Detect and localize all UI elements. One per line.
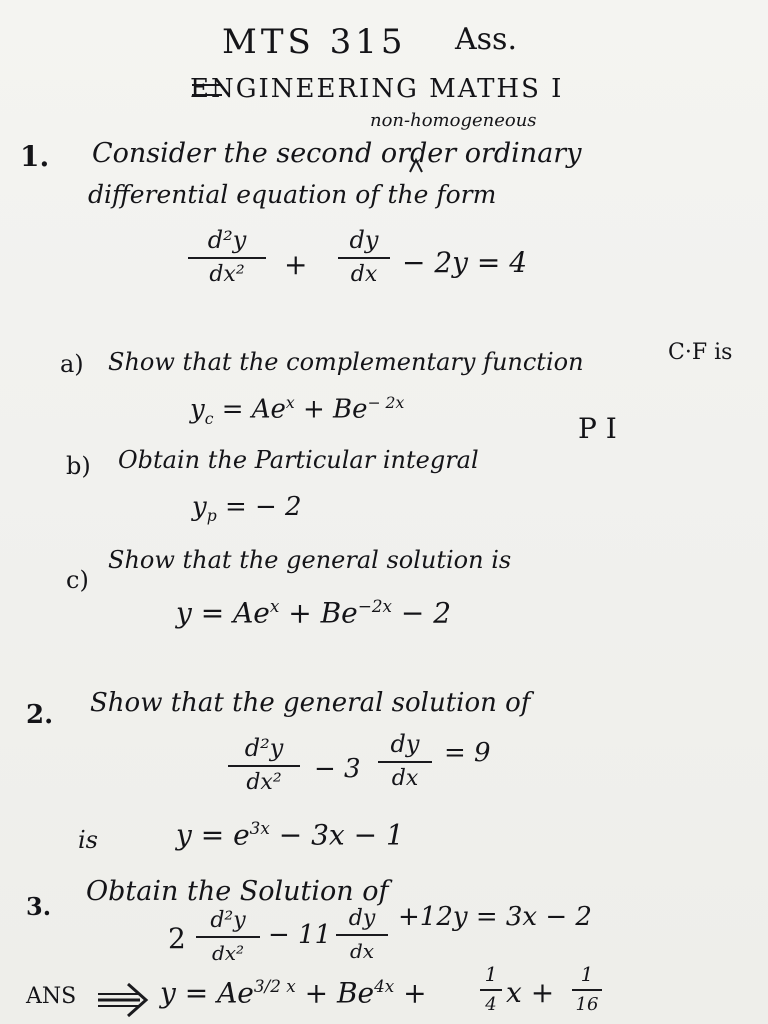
q1b-formula-sub: p (206, 507, 217, 526)
q3-ans-mid2: + (394, 976, 427, 1010)
fraction-bar (228, 765, 300, 767)
q2-solution-left: y = e (176, 818, 250, 852)
q1c-formula-sup2: −2x (357, 596, 392, 616)
q1c-text: Show that the general solution is (108, 546, 512, 574)
q1a-formula (190, 394, 404, 428)
q3-frac1-num: d²y (210, 908, 246, 933)
q2-eq-mid: − 3 (314, 754, 361, 784)
q1-frac-dy-dx (338, 226, 390, 287)
q3-eq-rest: +12y = 3x − 2 (398, 902, 592, 932)
q2-frac1-den: dx² (246, 770, 282, 795)
q1c-formula-left: y = Ae (176, 596, 270, 630)
fraction-bar (378, 761, 432, 763)
ass-label: Ass. (455, 22, 517, 57)
fraction-bar (188, 257, 266, 259)
q3-ans-frac1-den: 4 (485, 994, 497, 1015)
q1b-text: Obtain the Particular integral (118, 446, 479, 474)
q2-frac2-den: dx (391, 766, 419, 791)
q1b-formula-rest: = − 2 (216, 492, 302, 522)
q2-solution-sup: 3x (249, 818, 270, 838)
q3-ans-frac2-den: 16 (575, 994, 599, 1015)
fraction-bar (338, 257, 390, 259)
q2-frac-dy-dx (378, 730, 432, 791)
q2-is-word: is (78, 826, 98, 854)
q1a-formula-mid2: + Be (294, 394, 368, 425)
q1a-formula-sup1: x (285, 394, 295, 412)
q3-text: Obtain the Solution of (86, 876, 389, 907)
fraction-bar (572, 989, 602, 991)
q3-ans-label: ANS (26, 984, 77, 1009)
q1-frac1-num: d²y (207, 226, 247, 254)
course-code: MTS 315 (222, 22, 407, 62)
q1c-formula-sup1: x (269, 596, 280, 616)
q3-ans-frac-1-4 (480, 962, 502, 1015)
q1-line1: Consider the second order ordinary (92, 138, 582, 169)
q2-frac1-num: d²y (244, 734, 284, 762)
q1c-formula-end: − 2 (391, 596, 452, 630)
fraction-bar (336, 934, 388, 936)
q1-insert-note: non-homogeneous (370, 110, 537, 131)
fraction-bar (480, 989, 502, 991)
q3-frac-d2y-dx2 (196, 908, 260, 965)
q1c-formula-mid: + Be (279, 596, 358, 630)
q3-number: 3. (26, 892, 52, 921)
q3-ans-sup2: 4x (374, 976, 395, 996)
q2-text: Show that the general solution of (90, 688, 531, 718)
q3-ans-sup1: 3/2 x (253, 976, 296, 996)
q3-answer (160, 976, 427, 1009)
fraction-bar (196, 936, 260, 938)
q2-number: 2. (26, 700, 54, 730)
q3-frac2-num: dy (348, 906, 376, 931)
q1a-formula-sub: c (204, 409, 214, 428)
q3-eq-coef: 2 (168, 922, 186, 955)
q2-eq-rest: = 9 (444, 738, 491, 768)
q1a-label: a) (60, 350, 84, 378)
q1a-formula-y: y (190, 394, 205, 425)
q1-eq-rest: − 2y = 4 (402, 246, 528, 279)
q2-frac-d2y-dx2 (228, 734, 300, 795)
q3-ans-frac-1-16 (572, 962, 602, 1015)
q3-frac-dy-dx (336, 906, 388, 963)
q3-eq-mid: − 11 (268, 920, 332, 950)
q1b-formula (192, 492, 302, 525)
q3-frac2-den: dx (349, 939, 375, 963)
q2-frac2-num: dy (390, 730, 420, 758)
q2-solution-rest: − 3x − 1 (269, 818, 404, 852)
q3-ans-mid: + Be (295, 976, 375, 1010)
q1-frac-d2y-dx2 (188, 226, 266, 287)
q3-ans-left: y = Ae (160, 976, 254, 1010)
q2-solution (176, 818, 404, 851)
q1a-text: Show that the complementary function (108, 348, 584, 376)
q1a-formula-sup2: − 2x (367, 394, 405, 412)
q1-frac1-den: dx² (209, 262, 245, 287)
q1c-label: c) (66, 566, 89, 594)
course-title: ENGINEERING MATHS I (190, 74, 564, 104)
q3-frac1-den: dx² (211, 941, 245, 965)
q1-line2: differential equation of the form (88, 180, 497, 209)
q1-frac2-num: dy (349, 226, 379, 254)
q1-number: 1. (20, 140, 50, 173)
q1b-pi: P I (578, 412, 617, 445)
q1c-formula (176, 596, 451, 629)
q3-ans-frac1-num: 1 (484, 962, 498, 986)
q1a-cf: C·F is (668, 340, 733, 365)
q3-ans-frac2-num: 1 (580, 962, 594, 986)
q1-frac2-den: dx (350, 262, 378, 287)
q1b-formula-y: y (192, 492, 207, 522)
q3-ans-mid3: x + (506, 976, 555, 1009)
q1a-formula-mid: = Ae (213, 394, 286, 425)
q1-plus: + (284, 248, 308, 281)
q1b-label: b) (66, 452, 91, 480)
